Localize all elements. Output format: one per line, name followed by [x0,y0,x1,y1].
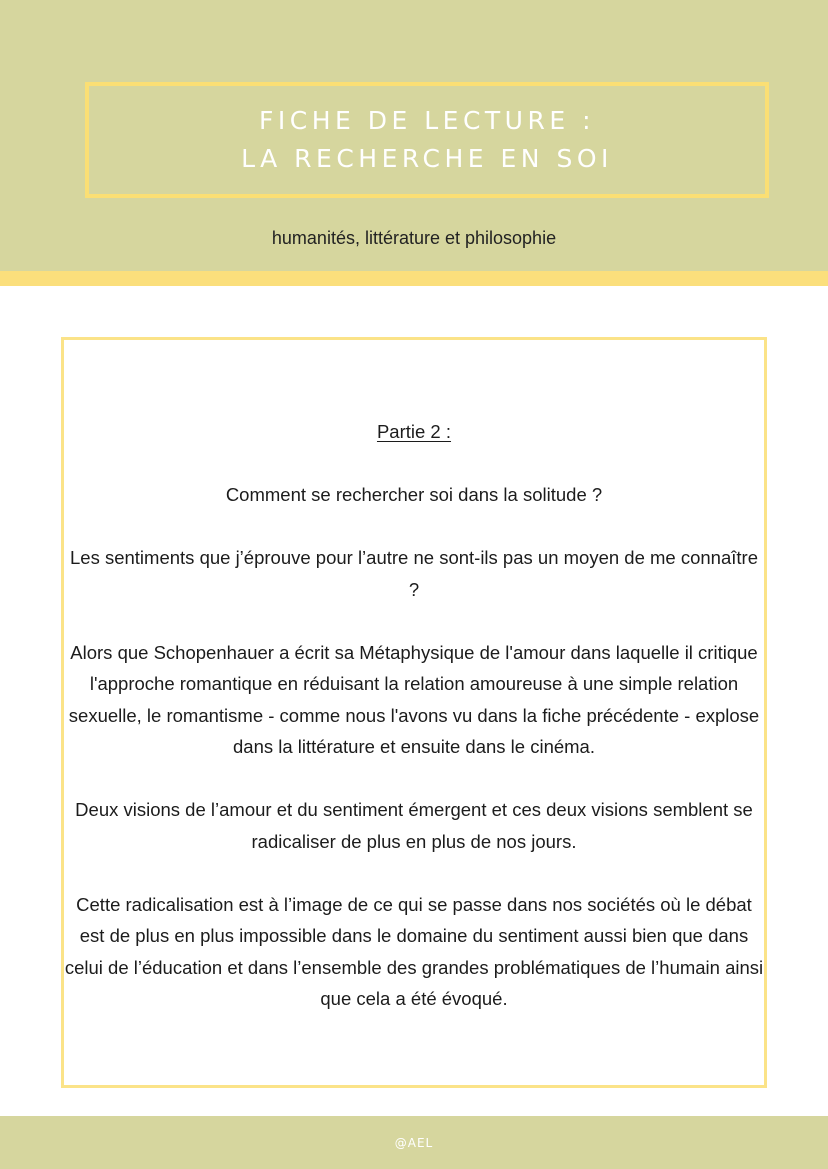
document-title-line-1: FICHE DE LECTURE : [258,106,596,135]
paragraph-schopenhauer: Alors que Schopenhauer a écrit sa Métaphysique de l'amour dans laquelle il critique l'approche romantique en réduisant la relation amoureuse à une simple relation sexuelle, le romantisme - comme nous l'avons vu dans la fiche précédente - explose dans la littérature et ensuite dans le cinéma. [68,641,760,757]
part-heading: Partie 2 : [376,421,452,442]
header-accent-stripe [0,271,828,286]
subject-subtitle: humanités, littérature et philosophie [271,228,557,248]
question-feelings: Les sentiments que j’éprouve pour l’autre ne sont-ils pas un moyen de me connaître ? [70,547,758,600]
question-solitude: Comment se rechercher soi dans la solitude ? [225,484,603,505]
footer-band [0,1116,828,1169]
content-body [64,416,764,1046]
footer-credit: @AEL [394,1135,434,1150]
paragraph-radicalisation: Cette radicalisation est à l’image de ce qui se passe dans nos sociétés où le débat est de plus en plus impossible dans le domaine du sentiment aussi bien que dans celui de l’éducation et dans l’ensemble des grandes problématiques de l’humain ainsi que cela a été évoqué. [64,893,764,1009]
header-band [0,0,828,271]
document-title-line-2: LA RECHERCHE EN SOI [241,144,613,173]
paragraph-two-visions: Deux visions de l’amour et du sentiment émergent et ces deux visions semblent se radicaliser de plus en plus de nos jours. [75,799,753,852]
title-frame [85,82,769,198]
